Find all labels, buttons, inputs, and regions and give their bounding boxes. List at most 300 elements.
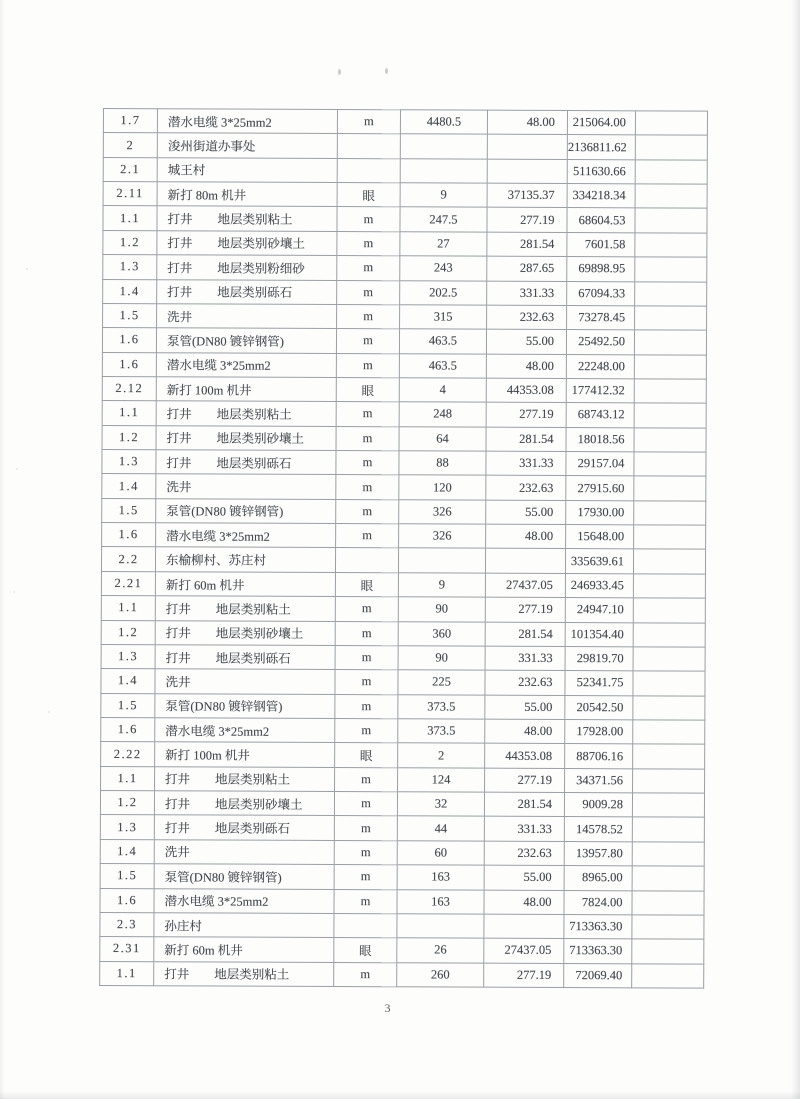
cell-blank [633,720,705,745]
scan-artifact [13,591,15,593]
cell-quantity: 202.5 [400,280,487,305]
table-row [101,766,705,793]
cell-blank [634,525,706,550]
cell-unit-price [484,914,564,939]
scan-artifact [16,468,18,470]
cell-unit-price: 331.33 [486,451,566,476]
cell-unit-price: 277.19 [486,402,566,427]
cell-item-name: 泵管(DN80 镀锌钢管) [156,328,336,353]
cell-unit: m [336,524,399,549]
cell-unit-price: 277.19 [487,208,567,233]
cell-unit-price: 55.00 [484,865,564,890]
cell-item-number: 2.3 [100,912,154,937]
cell-item-number: 1.4 [100,839,154,864]
cell-item-number: 1.4 [103,279,157,304]
table-row [100,839,704,866]
table-row [100,912,704,939]
cell-item-name: 新打 100m 机井 [156,377,336,402]
table-row [102,401,706,428]
cell-unit: m [335,767,398,792]
cell-blank [634,379,706,404]
cell-quantity: 9 [400,183,487,208]
cell-item-name: 打井 地层类别粘土 [154,961,334,986]
cell-item-name: 潜水电缆 3*25mm2 [155,718,335,743]
table-row [103,255,707,282]
cell-quantity: 225 [398,670,485,695]
cell-unit-price: 331.33 [485,646,565,671]
cell-quantity: 163 [397,889,484,914]
scan-edge-shadow-right [791,0,800,1099]
cell-amount: 34371.56 [565,768,633,793]
cell-item-number: 1.6 [102,523,156,548]
cell-unit-price: 232.63 [485,670,565,695]
cell-quantity: 463.5 [399,353,486,378]
scan-artifact [26,268,28,270]
cell-quantity: 463.5 [399,329,486,354]
cell-item-number: 1.6 [101,717,155,742]
cell-blank [635,160,707,185]
cell-item-name: 新打 100m 机井 [155,742,335,767]
cell-item-number: 2.21 [101,571,155,596]
cell-unit-price: 48.00 [486,354,566,379]
cell-item-name: 泵管(DN80 镀锌钢管) [155,693,335,718]
cell-item-number: 1.5 [102,498,156,523]
cell-unit-price: 44353.08 [486,378,566,403]
cell-amount: 15648.00 [566,525,634,550]
cell-amount: 335639.61 [565,549,633,574]
cell-amount: 177412.32 [566,378,634,403]
cell-unit: 眼 [336,377,399,402]
cell-item-name: 泵管(DN80 镀锌钢管) [156,498,336,523]
cell-amount: 27915.60 [566,476,634,501]
cell-blank [635,111,707,136]
cell-quantity: 32 [397,792,484,817]
cell-unit-price: 277.19 [485,597,565,622]
table-row [102,328,706,355]
cell-quantity: 27 [400,232,487,257]
cell-quantity: 260 [397,962,484,987]
cell-amount: 18018.56 [566,427,634,452]
cell-item-number: 1.7 [103,109,157,134]
cell-item-name: 打井 地层类别砂壤土 [156,425,336,450]
cell-item-number: 1.6 [102,328,156,353]
cell-item-name: 城王村 [157,157,337,182]
cell-amount: 101354.40 [565,622,633,647]
cell-amount: 246933.45 [565,573,633,598]
table-row [101,620,705,647]
cell-unit-price: 281.54 [484,792,564,817]
cell-item-number: 2.12 [102,376,156,401]
cell-blank [634,403,706,428]
cell-quantity: 326 [399,500,486,525]
cell-blank [633,598,705,623]
cell-amount: 2136811.62 [567,135,635,160]
cell-amount: 72069.40 [564,963,632,988]
cell-amount: 17930.00 [566,500,634,525]
cell-quantity: 163 [397,865,484,890]
table-row [101,693,705,720]
cell-item-number: 2.31 [100,937,154,962]
cell-unit: m [334,792,397,817]
cell-item-number: 1.4 [101,669,155,694]
cell-unit: m [334,816,397,841]
cell-unit-price: 232.63 [487,305,567,330]
cell-blank [634,427,706,452]
cell-unit-price: 277.19 [484,963,564,988]
cell-item-name: 打井 地层类别砾石 [156,450,336,475]
cell-item-number: 1.1 [101,596,155,621]
cell-unit-price: 44353.08 [485,744,565,769]
cell-item-name: 浚州街道办事处 [157,133,337,158]
cell-blank [633,622,705,647]
cell-unit: m [335,621,398,646]
table-row [100,961,704,988]
cell-unit: m [336,426,399,451]
cell-quantity: 247.5 [400,207,487,232]
cell-blank [634,452,706,477]
cell-amount: 713363.30 [564,914,632,939]
cell-item-name: 打井 地层类别粘土 [157,206,337,231]
cell-unit-price: 331.33 [487,281,567,306]
table-row [101,547,705,574]
cell-unit: m [337,304,400,329]
cell-blank [635,208,707,233]
table-row [102,425,706,452]
cell-quantity: 90 [398,646,485,671]
cell-item-name: 潜水电缆 3*25mm2 [156,523,336,548]
table-row [101,742,705,769]
cell-unit [335,548,398,573]
cell-unit [337,158,400,183]
scan-artifact [338,69,341,75]
cell-item-number: 1.1 [100,961,154,986]
cell-item-number: 1.1 [101,766,155,791]
table-row [100,791,704,818]
cell-amount: 511630.66 [567,159,635,184]
cell-item-number: 1.4 [102,474,156,499]
cell-quantity [398,548,485,573]
cell-unit-price: 281.54 [487,232,567,257]
cell-blank [632,817,704,842]
cell-item-number: 1.6 [102,352,156,377]
table-row [103,157,707,184]
cell-unit-price: 232.63 [486,476,566,501]
cell-item-name: 打井 地层类别粘土 [156,401,336,426]
cell-amount: 13957.80 [564,841,632,866]
cell-blank [633,769,705,794]
cell-unit: m [337,256,400,281]
cell-blank [632,793,704,818]
cell-quantity: 243 [400,256,487,281]
cell-blank [632,866,704,891]
cell-quantity: 315 [400,305,487,330]
cell-item-name: 洗井 [154,840,334,865]
scan-edge-shadow-bottom [0,1091,800,1099]
cell-amount: 14578.52 [564,817,632,842]
cell-blank [633,549,705,574]
cell-quantity: 248 [399,402,486,427]
cell-item-number: 1.1 [103,206,157,231]
cell-item-number: 1.1 [102,401,156,426]
cell-quantity: 60 [397,841,484,866]
cell-item-name: 打井 地层类别粉细砂 [157,255,337,280]
table-row [101,596,705,623]
scan-edge-shadow-left [0,0,5,1099]
cell-quantity: 26 [397,938,484,963]
cell-quantity [397,914,484,939]
cell-amount: 29157.04 [566,452,634,477]
cell-unit [334,913,397,938]
cell-quantity: 4480.5 [400,110,487,135]
cell-unit: m [334,865,397,890]
cell-unit-price: 48.00 [486,524,566,549]
cell-quantity: 124 [398,767,485,792]
cell-blank [632,963,704,988]
cell-blank [634,476,706,501]
cell-quantity: 326 [399,524,486,549]
cell-unit-price: 55.00 [485,695,565,720]
cell-amount: 7601.58 [567,232,635,257]
cell-item-number: 2.11 [103,182,157,207]
table-row [103,133,707,160]
cell-unit: m [335,597,398,622]
cost-breakdown-table [99,108,708,989]
cell-item-name: 打井 地层类别砂壤土 [155,620,335,645]
cell-item-number: 2 [103,133,157,158]
cell-amount: 9009.28 [564,793,632,818]
cell-unit: m [337,110,400,135]
cell-amount: 17928.00 [565,720,633,745]
cell-item-name: 孙庄村 [154,913,334,938]
cell-amount: 29819.70 [565,646,633,671]
table-row [101,644,705,671]
cell-unit: m [337,231,400,256]
table-row [102,474,706,501]
cell-item-number: 1.5 [103,303,157,328]
scan-artifact [48,711,50,713]
cell-unit: 眼 [335,743,398,768]
cell-unit: m [334,889,397,914]
cell-unit-price [487,159,567,184]
table-row [103,230,707,257]
cell-unit-price: 27437.05 [484,938,564,963]
cell-item-name: 潜水电缆 3*25mm2 [157,109,337,134]
cell-unit: 眼 [335,572,398,597]
cell-item-name: 泵管(DN80 镀锌钢管) [154,864,334,889]
cell-item-name: 洗井 [155,669,335,694]
cell-unit: m [334,840,397,865]
cell-item-number: 1.3 [102,450,156,475]
cell-unit-price: 55.00 [486,329,566,354]
cell-unit: m [335,719,398,744]
cell-item-number: 1.3 [103,255,157,280]
cell-blank [632,890,704,915]
cell-item-number: 1.3 [100,815,154,840]
cell-blank [632,939,704,964]
cell-blank [635,306,707,331]
cell-unit: m [336,475,399,500]
cell-item-name: 打井 地层类别粘土 [155,596,335,621]
cell-amount: 713363.30 [564,939,632,964]
cell-unit-price: 287.65 [487,256,567,281]
cell-quantity: 44 [397,816,484,841]
cell-unit: 眼 [337,183,400,208]
cell-item-name: 打井 地层类别粘土 [155,766,335,791]
cell-item-name: 打井 地层类别砂壤土 [157,231,337,256]
table-row [100,815,704,842]
table-row [101,571,705,598]
cell-quantity: 88 [399,451,486,476]
table-row [103,182,707,209]
cell-quantity: 90 [398,597,485,622]
cell-blank [635,233,707,258]
cell-quantity: 2 [398,743,485,768]
cell-item-name: 东榆柳村、苏庄村 [155,547,335,572]
cell-unit: m [336,402,399,427]
cell-quantity: 373.5 [398,694,485,719]
cell-amount: 68604.53 [567,208,635,233]
cell-unit-price: 331.33 [484,817,564,842]
table-row [103,279,707,306]
cell-item-name: 潜水电缆 3*25mm2 [154,888,334,913]
cell-amount: 88706.16 [565,744,633,769]
table-row [103,206,707,233]
table-row [102,376,706,403]
cell-unit: m [336,451,399,476]
cell-blank [633,647,705,672]
cost-table-body [100,109,708,989]
cell-amount: 52341.75 [565,671,633,696]
cell-blank [633,695,705,720]
cell-blank [633,671,705,696]
cell-blank [634,501,706,526]
cell-unit-price: 281.54 [486,427,566,452]
cell-unit-price: 37135.37 [487,183,567,208]
cell-amount: 25492.50 [566,330,634,355]
cell-unit: m [337,207,400,232]
cell-amount: 24947.10 [565,598,633,623]
cell-item-name: 潜水电缆 3*25mm2 [156,352,336,377]
cell-blank [633,574,705,599]
cell-unit: m [336,329,399,354]
table-row [102,498,706,525]
cell-item-name: 打井 地层类别砾石 [154,815,334,840]
cell-item-number: 1.5 [101,693,155,718]
cell-unit: m [335,645,398,670]
cell-unit-price [487,135,567,160]
cell-item-number: 1.3 [101,644,155,669]
cell-item-number: 1.2 [103,230,157,255]
cell-unit: 眼 [334,938,397,963]
cell-item-number: 1.2 [100,791,154,816]
cell-unit [337,134,400,159]
cell-blank [634,330,706,355]
cell-blank [632,915,704,940]
cell-quantity [400,134,487,159]
cell-unit: m [336,353,399,378]
cell-blank [632,842,704,867]
cell-unit-price: 232.63 [484,841,564,866]
cell-amount: 67094.33 [567,281,635,306]
cell-item-number: 1.6 [100,888,154,913]
cell-amount: 68743.12 [566,403,634,428]
cell-amount: 20542.50 [565,695,633,720]
cell-amount: 8965.00 [564,866,632,891]
cell-unit-price: 55.00 [486,500,566,525]
cell-unit: m [335,670,398,695]
table-row [100,937,704,964]
cell-item-name: 新打 60m 机井 [154,937,334,962]
cell-item-number: 1.5 [100,864,154,889]
scan-artifact [385,68,388,74]
table-row [102,352,706,379]
cell-quantity: 9 [398,573,485,598]
cell-blank [635,257,707,282]
table-row [103,109,707,136]
cell-unit-price: 48.00 [487,110,567,135]
cell-quantity: 4 [399,378,486,403]
cell-item-name: 新打 60m 机井 [155,572,335,597]
cell-item-name: 新打 80m 机井 [157,182,337,207]
cell-unit-price: 277.19 [485,768,565,793]
cell-item-number: 1.2 [102,425,156,450]
cell-blank [635,135,707,160]
cell-unit: m [337,280,400,305]
table-row [102,450,706,477]
cell-unit-price: 281.54 [485,622,565,647]
cell-quantity: 64 [399,426,486,451]
cell-amount: 22248.00 [566,354,634,379]
table-row [101,717,705,744]
cell-unit-price: 48.00 [485,719,565,744]
cell-amount: 215064.00 [567,111,635,136]
cell-item-name: 洗井 [157,304,337,329]
cell-item-number: 1.2 [101,620,155,645]
table-row [103,303,707,330]
cell-quantity [400,159,487,184]
cell-unit: m [334,962,397,987]
cell-blank [634,354,706,379]
cell-amount: 69898.95 [567,257,635,282]
cell-item-number: 2.22 [101,742,155,767]
cell-item-name: 打井 地层类别砾石 [157,279,337,304]
cell-item-number: 2.1 [103,157,157,182]
page-number: 3 [384,1001,391,1015]
table-row [100,864,704,891]
cell-quantity: 373.5 [398,719,485,744]
cell-item-number: 2.2 [101,547,155,572]
table-row [101,669,705,696]
cell-quantity: 360 [398,621,485,646]
cell-amount: 73278.45 [567,305,635,330]
cell-amount: 334218.34 [567,184,635,209]
table-row [100,888,704,915]
cell-unit-price: 48.00 [484,890,564,915]
cell-amount: 7824.00 [564,890,632,915]
table-row [102,523,706,550]
cell-blank [635,281,707,306]
cell-unit: m [335,694,398,719]
cell-item-name: 洗井 [156,474,336,499]
cell-quantity: 120 [399,475,486,500]
cell-unit-price: 27437.05 [485,573,565,598]
cell-blank [635,184,707,209]
cell-unit-price [485,549,565,574]
cell-item-name: 打井 地层类别砾石 [155,645,335,670]
cell-unit: m [336,499,399,524]
cell-item-name: 打井 地层类别砂壤土 [154,791,334,816]
cell-blank [633,744,705,769]
